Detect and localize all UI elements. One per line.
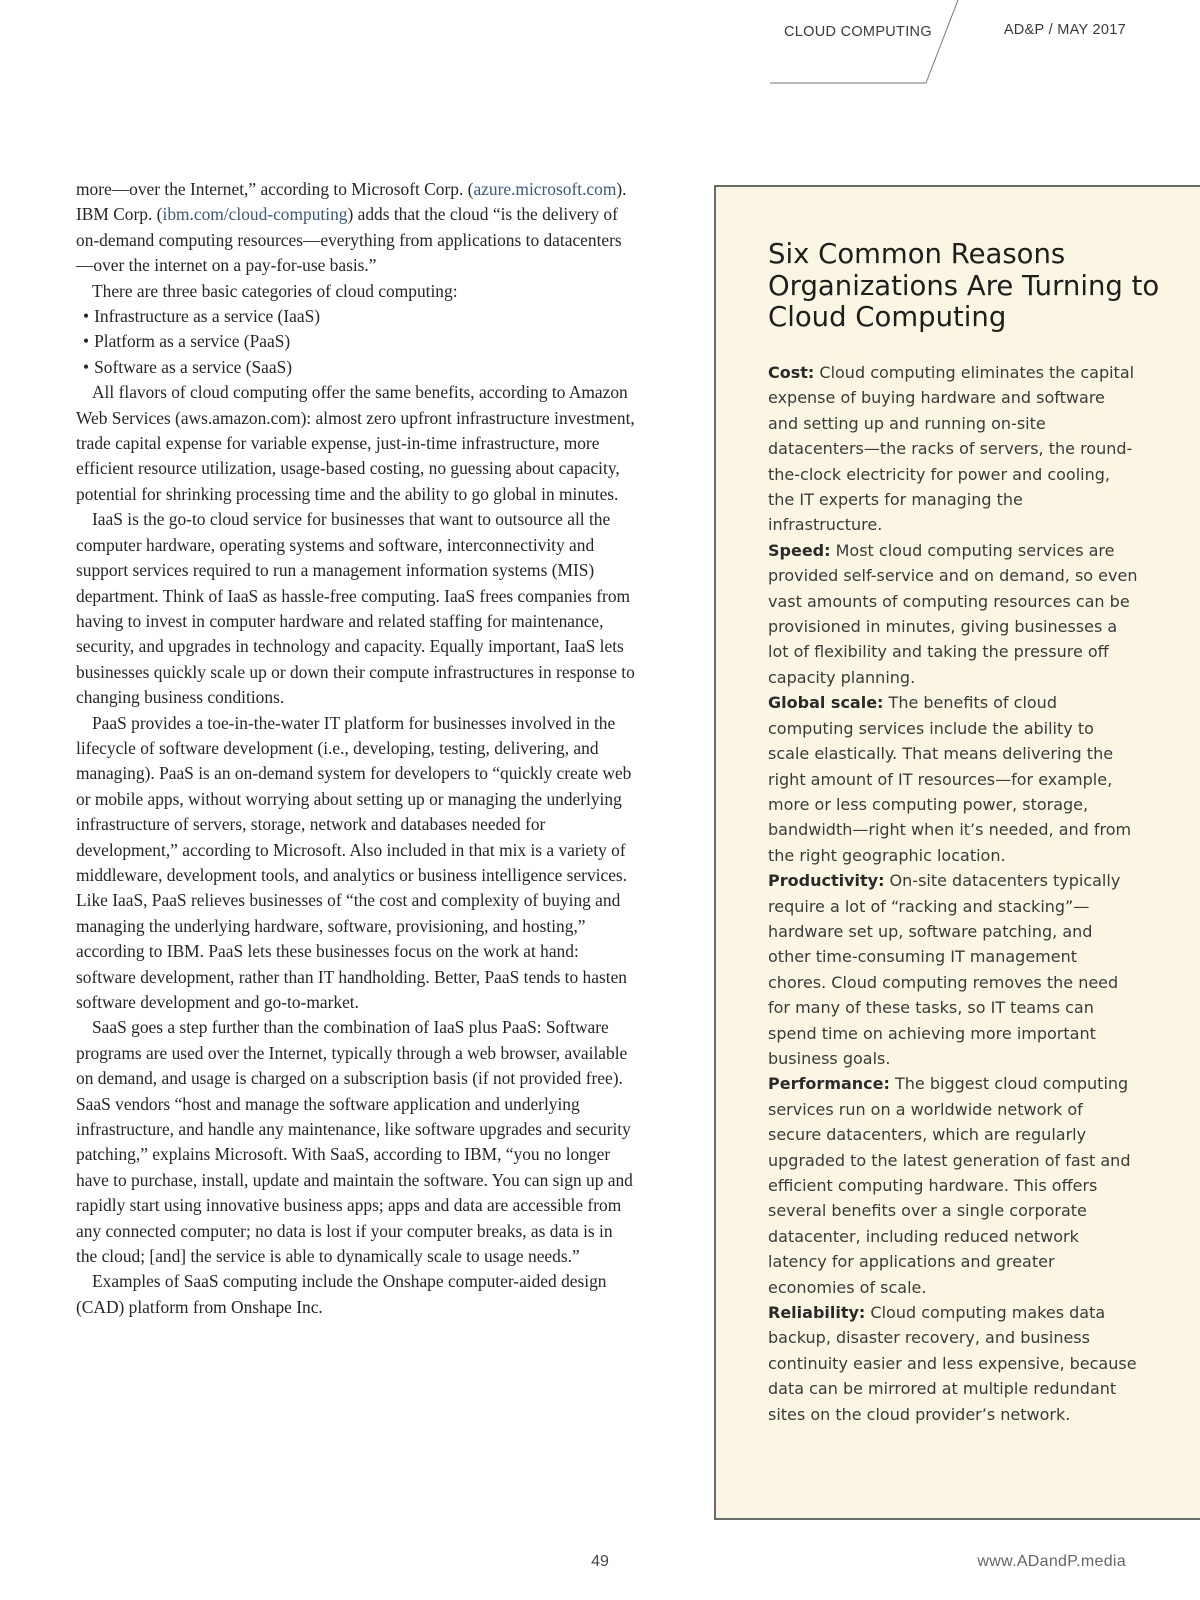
- item-label: Productivity:: [768, 871, 885, 891]
- paragraph-6: SaaS goes a step further than the combination of IaaS plus PaaS: Software programs are used over the Internet, typically through a web browser, available on demand, and usage is charged on a subscription basis (if not provided free). SaaS vendors “host and manage the software application and underlying infrastructure, and handle any maintenance, like software upgrades and security patching,” explains Microsoft. With SaaS, according to IBM, “you no longer have to purchase, install, update and maintain the software. You can sign up and rapidly start using innovative business apps; apps and data are accessible from any connected computer; no data is lost if your computer breaks, as data is in the cloud; [and] the service is able to dynamically scale to usage needs.”: [76, 1017, 633, 1267]
- sidebar-item-global-scale: [768, 690, 1138, 868]
- item-text: Cloud computing makes data backup, disaster recovery, and business continuity easier and less expensive, because data can be mirrored at multiple redundant sites on the cloud provider’s network.: [768, 1303, 1137, 1424]
- p1-text-b: ). IBM Corp. (: [76, 179, 627, 225]
- paragraph-5: PaaS provides a toe-in-the-water IT platform for businesses involved in the lifecycle of software development (i.e., developing, testing, delivering, and managing). PaaS is an on-demand system for developers to “quickly create web or mobile apps, without worrying about setting up or managing the underlying infrastructure of servers, storage, network and databases needed for development,” according to Microsoft. Also included in that mix is a variety of middleware, development tools, and analytics or business intelligence services. Like IaaS, PaaS relieves businesses of “the cost and complexity of buying and managing the underlying hardware, software, provisioning, and hosting,” according to IBM. PaaS lets these businesses focus on the work at hand: software development, rather than IT handholding. Better, PaaS tends to hasten software development and go-to-market.: [76, 712, 632, 1012]
- header-divider-line: [766, 0, 1126, 84]
- azure-link[interactable]: azure.microsoft.com: [473, 179, 617, 199]
- page-number: 49: [591, 1553, 609, 1570]
- sidebar-item-reliability: [768, 1300, 1138, 1427]
- category-item: • Infrastructure as a service (IaaS): [76, 304, 636, 329]
- paragraph-4: IaaS is the go-to cloud service for businesses that want to outsource all the computer hardware, operating systems and software, interconnectivity and support services required to run a management information systems (MIS) department. Think of IaaS as hassle-free computing. IaaS frees companies from having to invest in computer hardware and related staffing for maintenance, security, and upgrades in technology and capacity. Equally important, IaaS lets businesses quickly scale up or down their compute infrastructures in response to changing business conditions.: [76, 509, 635, 708]
- item-text: The biggest cloud computing services run on a worldwide network of secure datacenters, which are regularly upgraded to the latest generation of fast and efficient computing hardware. This offers several benefits over a single corporate datacenter, including reduced network latency for applications and greater economies of scale.: [768, 1074, 1131, 1297]
- section-name: CLOUD COMPUTING: [784, 24, 932, 40]
- item-text: On-site datacenters typically require a lot of “racking and stacking”—hardware set up, software patching, and other time-consuming IT management chores. Cloud computing removes the need for many of these tasks, so IT teams can spend time on achieving more important business goals.: [768, 871, 1121, 1068]
- sidebar-item-cost: [768, 360, 1138, 538]
- item-label: Speed:: [768, 540, 831, 560]
- p1-text-c: ) adds that the cloud “is the delivery of on-demand computing resources—everything from applications to datacenters—over the internet on a pay-for-use basis.”: [76, 204, 622, 276]
- sidebar-items: [768, 360, 1138, 1427]
- p1-text-a: more—over the Internet,” according to Microsoft Corp. (: [76, 179, 474, 199]
- issue-label: AD&P / MAY 2017: [1003, 22, 1126, 38]
- item-label: Cost:: [768, 363, 815, 382]
- paragraph-3: All flavors of cloud computing offer the same benefits, according to Amazon Web Services (aws.amazon.com): almost zero upfront infrastructure investment, trade capital expense for variable expense, just-in-time infrastructure, more efficient resource utilization, usage-based costing, no guessing about capacity, potential for shrinking processing time and the ability to go global in minutes.: [76, 382, 635, 504]
- category-item: • Software as a service (SaaS): [76, 355, 636, 380]
- sidebar-title: Six Common Reasons Organizations Are Turning to Cloud Computing: [768, 238, 1160, 333]
- item-label: Global scale:: [768, 693, 884, 713]
- paragraph-1: [76, 177, 636, 279]
- sidebar-box: [714, 185, 1200, 1520]
- site-url[interactable]: www.ADandP.media: [977, 1553, 1126, 1570]
- sidebar-item-performance: [768, 1071, 1138, 1300]
- item-text: Cloud computing eliminates the capital expense of buying hardware and software and setting up and running on-site datacenters—the racks of servers, the round-the-clock electricity for power and cooling, the IT experts for managing the infrastructure.: [768, 363, 1135, 535]
- paragraph-2: There are three basic categories of cloud computing:: [92, 280, 458, 301]
- running-header: [766, 22, 1126, 84]
- article-body: [76, 177, 636, 1320]
- category-list: [76, 304, 636, 380]
- sidebar-item-productivity: [768, 868, 1138, 1071]
- category-item: • Platform as a service (PaaS): [76, 329, 636, 354]
- item-text: Most cloud computing services are provided self-service and on demand, so even vast amounts of computing resources can be provisioned in minutes, giving businesses a lot of flexibility and taking the pressure off capacity planning.: [768, 540, 1138, 687]
- item-label: Performance:: [768, 1074, 890, 1094]
- paragraph-7: Examples of SaaS computing include the Onshape computer-aided design (CAD) platform from Onshape Inc.: [76, 1271, 607, 1317]
- item-text: The benefits of cloud computing services include the ability to scale elastically. That means delivering the right amount of IT resources—for example, more or less computing power, storage, bandwidth—right when it’s needed, and from the right geographic location.: [768, 693, 1132, 865]
- ibm-link[interactable]: ibm.com/cloud-computing: [162, 204, 348, 225]
- item-label: Reliability:: [768, 1303, 866, 1323]
- sidebar-item-speed: [768, 538, 1138, 690]
